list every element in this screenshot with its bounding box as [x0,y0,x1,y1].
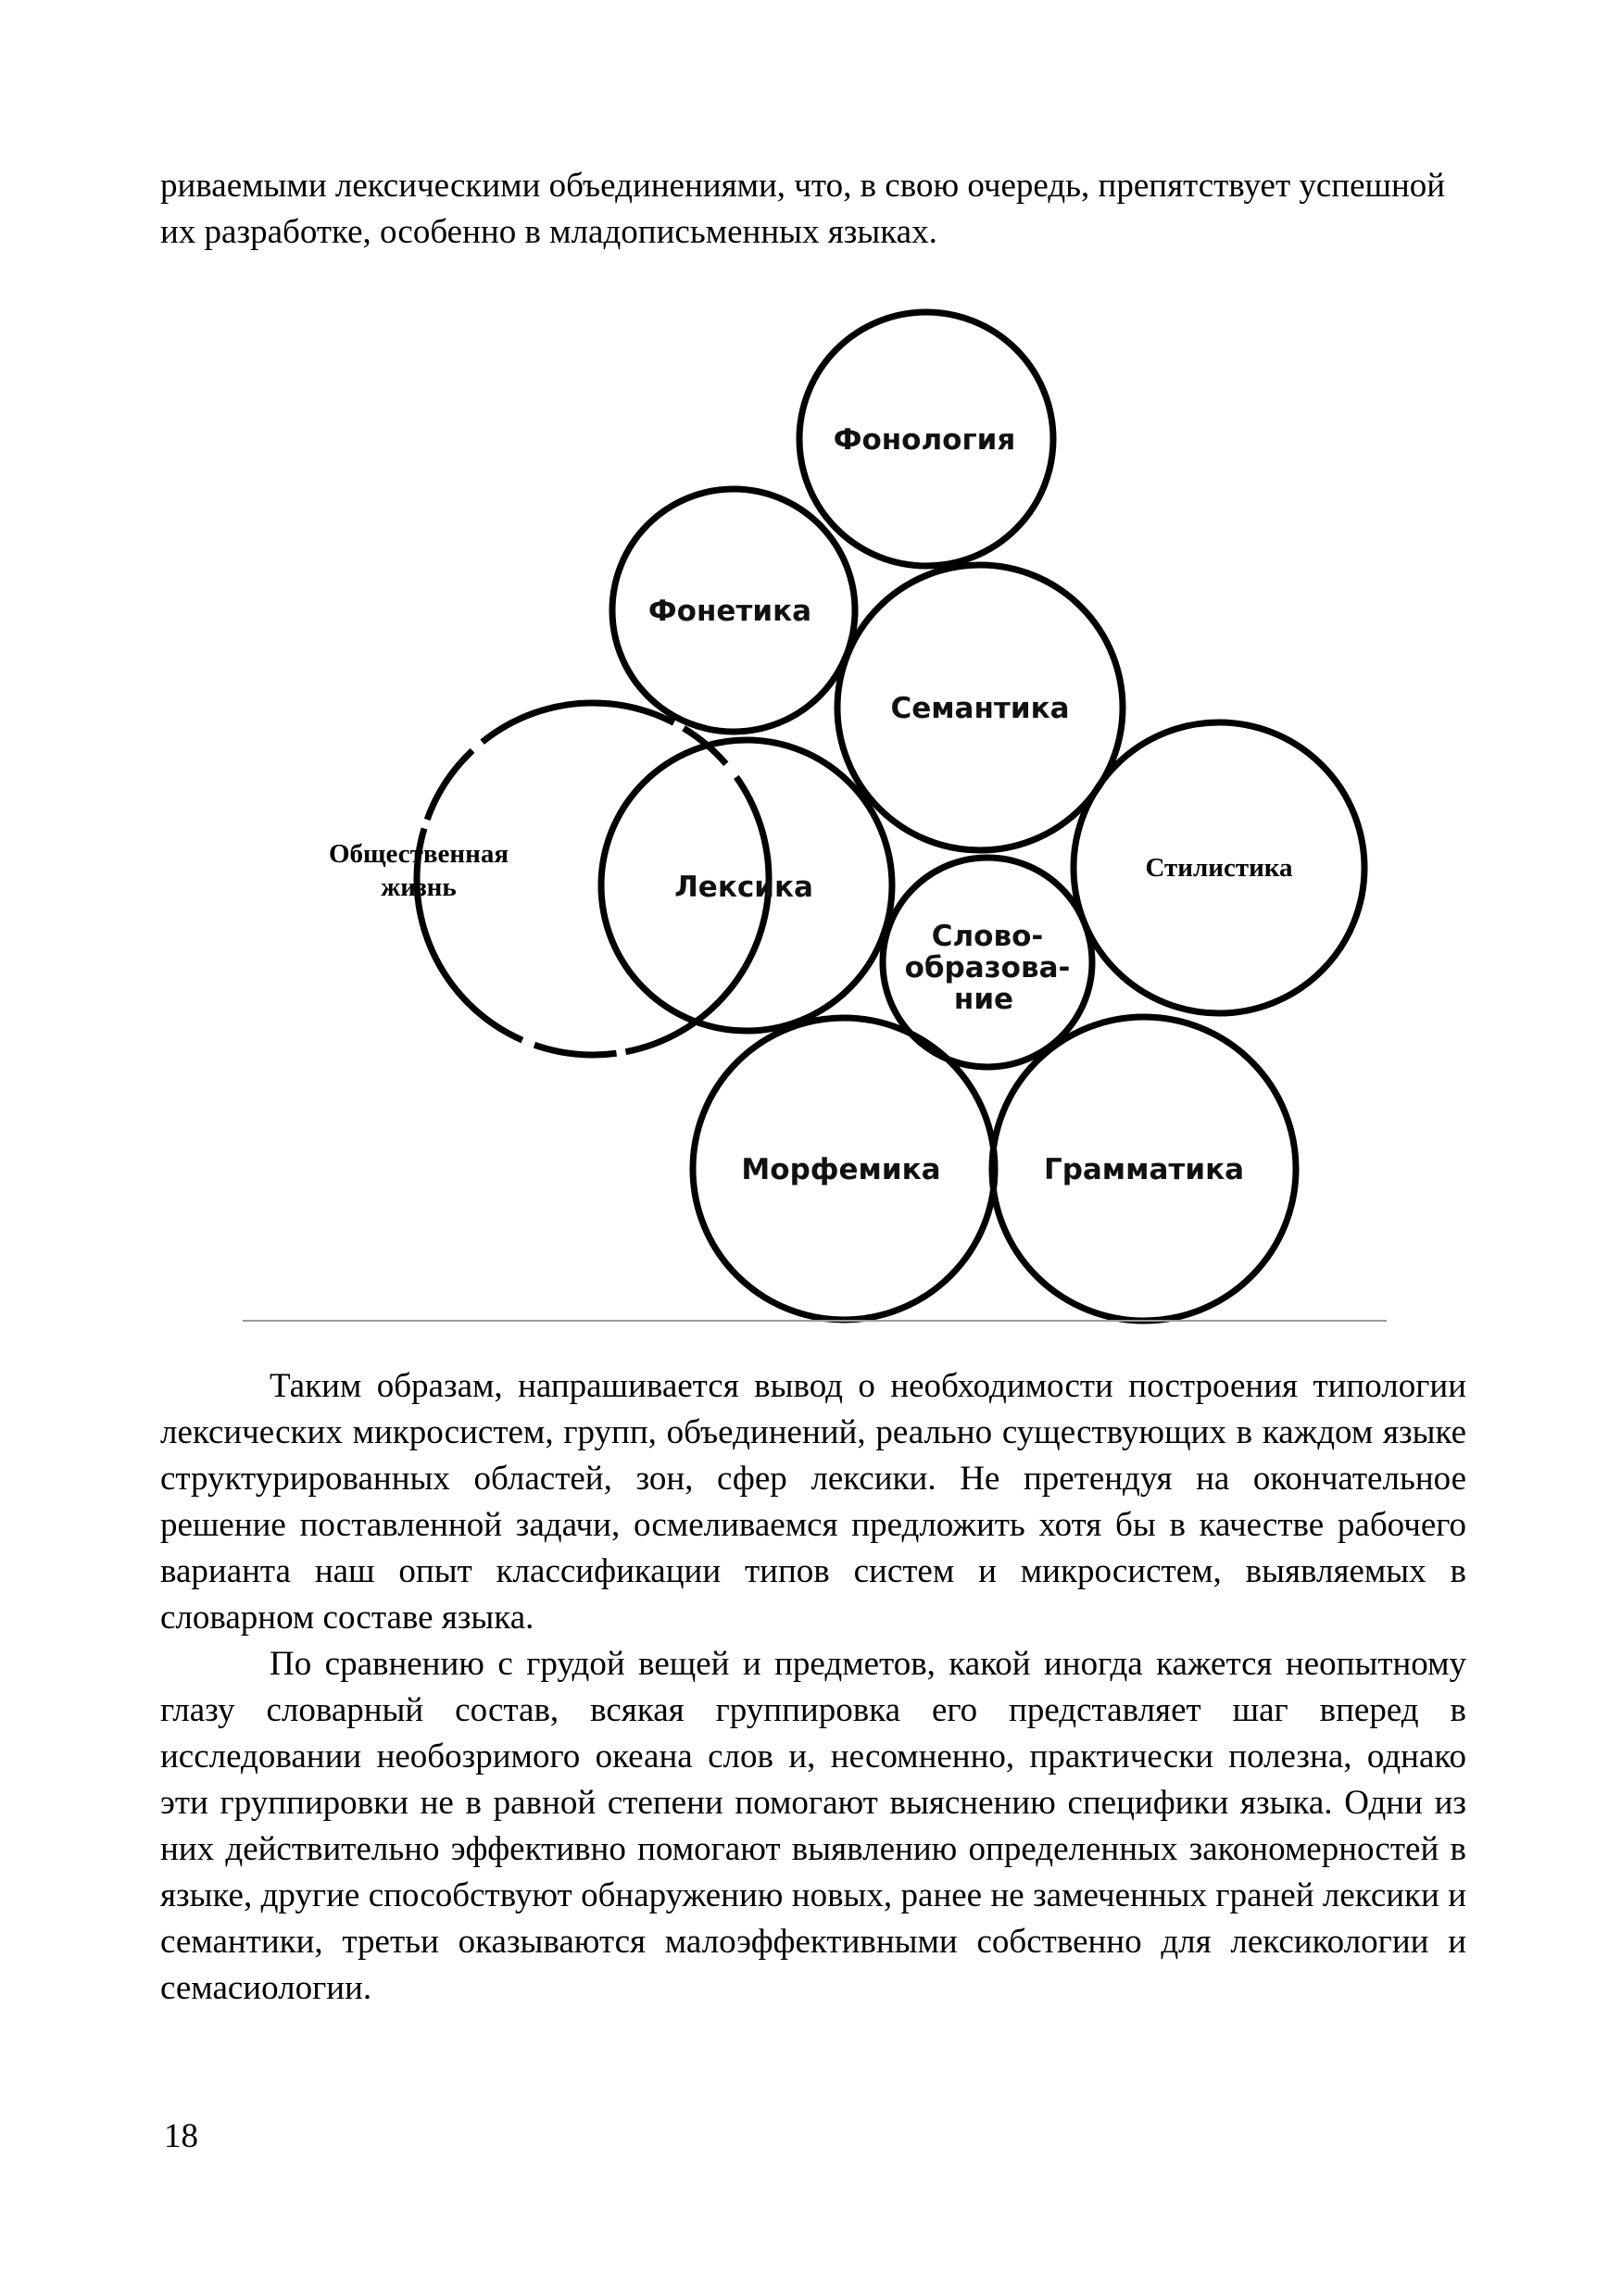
label-morfemika: Морфемика [741,1153,941,1186]
circle-grammatika [992,1017,1296,1321]
circle-semantika [837,565,1123,850]
paragraph-1: Таким образам, напрашивается вывод о необходимости построения типологии лексических микросистем, групп, объединений, реально существующих в каждом языке структурированных областей, зон, сфер лексики. Не претендуя на окончательное решение поставленной задачи, осмеливаемся предложить хотя бы в качестве рабочего варианта наш опыт классификации типов систем и микросистем, выявляемых в словарном составе языка. [160,1367,1466,1637]
circle-fonetika [612,489,855,732]
label-slovo-line1: Слово- [931,920,1044,953]
label-leksika: Лексика [674,871,813,904]
circle-leksika [601,740,892,1031]
label-fonetika: Фонетика [647,595,812,628]
label-slovo-line2: образова- [904,951,1071,985]
label-grammatika: Грамматика [1043,1153,1245,1186]
paragraph-2: По сравнению с грудой вещей и предметов, какой иногда кажется неопытному глазу словарный состав, всякая группировка его представляет шаг вперед в исследовании необозримого океана слов и, несомненно, практически полезна, однако эти группировки не в равной степени помогают выяснению специфики языка. Одни из них действительно эффективно помогают выявлению определенных закономерностей в языке, другие способствуют обнаружению новых, ранее не замеченных граней лексики и семантики, третьи оказываются малоэффективными собственно для лексикологии и семасиологии. [160,1645,1466,2007]
label-semantika: Семантика [890,692,1070,725]
circle-morfemika [693,1018,995,1320]
intro-paragraph: риваемыми лексическими объединениями, что, в свою очередь, препятствует успешной их разработке, особенно в младописьменных языках. [160,167,1446,251]
label-obshchestvennaya-line2: жизнь [381,872,457,902]
circle-fonologiya [799,312,1053,566]
circle-stilistika [1074,722,1364,1013]
page-number: 18 [164,2117,198,2155]
label-fonologiya: Фонология [833,423,1016,457]
label-slovo-line3: ние [953,983,1014,1016]
label-obshchestvennaya-line1: Общественная [328,839,509,869]
label-stilistika: Стилистика [1145,853,1293,883]
